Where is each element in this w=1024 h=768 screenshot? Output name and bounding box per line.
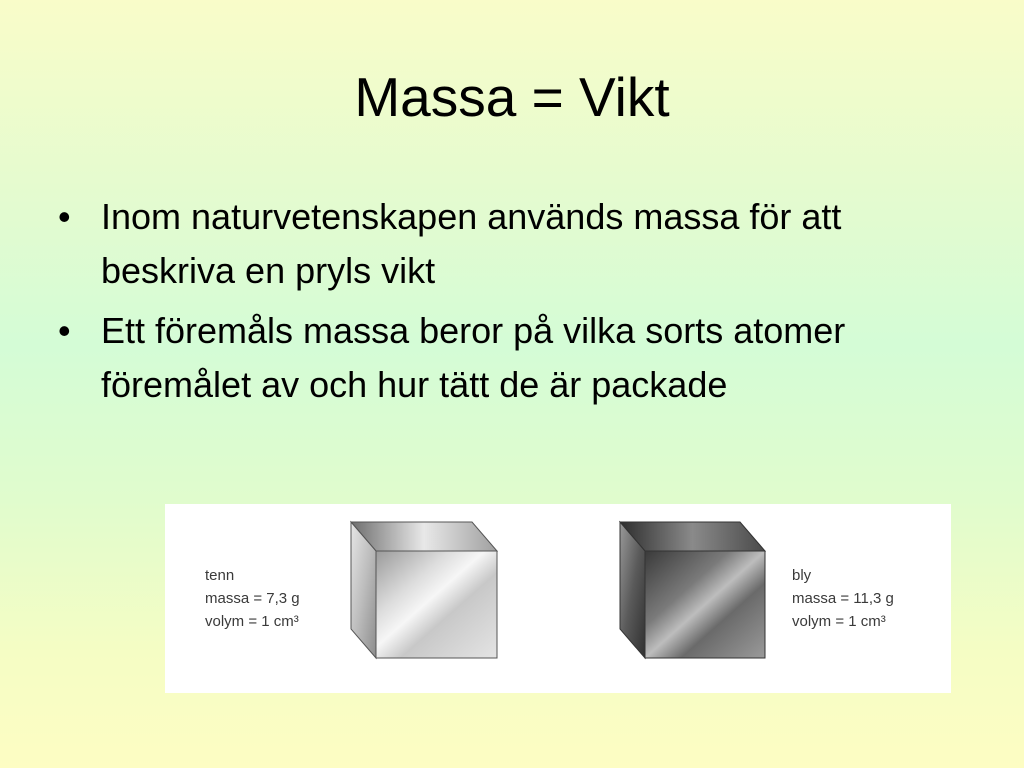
tin-label [205,564,300,633]
bullet-text: Ett föremåls massa beror på vilka sorts atomer föremålet av och hur tätt de är packade [101,310,846,405]
slide-title: Massa = Vikt [354,66,670,128]
tin-mass: massa = 7,3 g [205,590,300,607]
bullet-item [58,190,938,298]
lead-label [792,564,894,633]
bullet-list [58,190,938,418]
bullet-marker: • [58,196,71,237]
lead-mass: massa = 11,3 g [792,590,894,607]
bullet-item [58,304,938,412]
bullet-text: Inom naturvetenskapen används massa för att beskriva en pryls vikt [101,196,842,291]
tin-volume: volym = 1 cm³ [205,613,299,630]
tin-cube [351,522,497,658]
lead-cube [620,522,765,658]
cube-comparison-figure [165,504,951,693]
lead-name: bly [792,567,812,584]
tin-name: tenn [205,567,235,584]
bullet-marker: • [58,310,71,351]
lead-volume: volym = 1 cm³ [792,613,886,630]
